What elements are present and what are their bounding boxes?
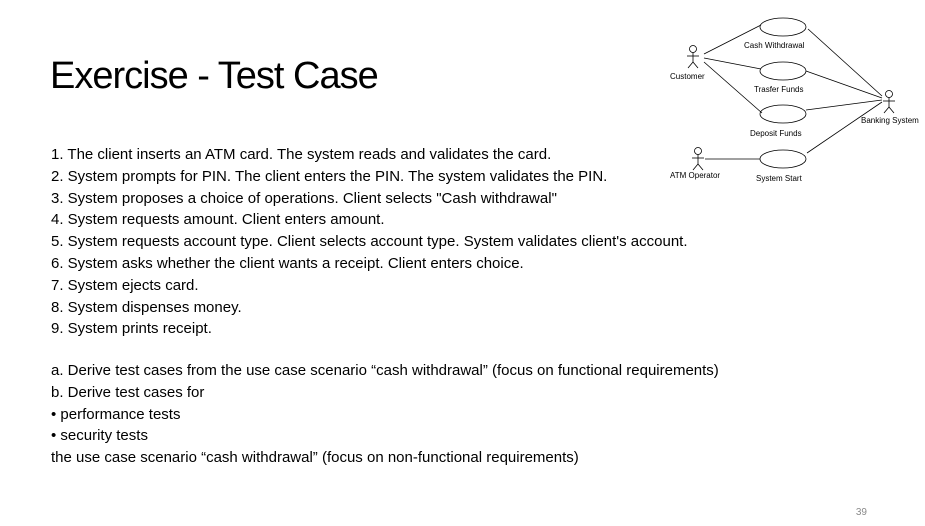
use-case-system-start-ellipse — [760, 150, 806, 168]
use-case-transfer-funds-label: Trasfer Funds — [754, 85, 804, 94]
scenario-step: 1. The client inserts an ATM card. The system reads and validates the card. — [51, 146, 552, 163]
scenario-step: 8. System dispenses money. — [51, 298, 242, 316]
use-case-system-start-label: System Start — [756, 174, 802, 183]
scenario-step: 6. System asks whether the client wants a receipt. Client enters choice. — [51, 254, 524, 272]
page-number: 39 — [855, 507, 867, 518]
assoc-customer-transfer-funds — [704, 58, 761, 69]
actor-atm-operator-label: ATM Operator — [670, 171, 721, 180]
scenario-step: 7. System ejects card. — [51, 276, 199, 294]
use-case-transfer-funds-ellipse — [760, 62, 806, 80]
scenario-step: 5. System requests account type. Client selects account type. System validates client's account. — [51, 233, 688, 251]
scenario-step: 4. System requests amount. Client enters amount. — [51, 211, 385, 229]
exercise-tasks — [51, 360, 719, 469]
task-bullet: • security tests — [51, 427, 148, 445]
task-line: a. Derive test cases from the use case scenario “cash withdrawal” (focus on functional requirements) — [51, 362, 719, 379]
assoc-deposit-funds-bank — [806, 100, 882, 110]
actor-banking-system-label: Banking System — [861, 116, 919, 125]
scenario-step: 3. System proposes a choice of operations. Client selects "Cash withdrawal" — [51, 189, 557, 207]
assoc-transfer-funds-bank — [806, 71, 882, 98]
task-line: the use case scenario “cash withdrawal” (focus on non-functional requirements) — [51, 449, 579, 467]
scenario-step: 2. System prompts for PIN. The client enters the PIN. The system validates the PIN. — [51, 167, 608, 185]
actor-atm-operator-figure — [692, 148, 704, 171]
use-case-deposit-funds-label: Deposit Funds — [750, 129, 802, 138]
actor-customer-figure — [687, 46, 699, 69]
assoc-cash-withdrawal-bank — [808, 29, 882, 96]
task-line: b. Derive test cases for — [51, 383, 205, 401]
scenario-steps-list — [51, 144, 688, 340]
use-case-cash-withdrawal-ellipse — [760, 18, 806, 36]
slide-title: Exercise - Test Case — [50, 55, 378, 97]
actor-customer-label: Customer — [670, 72, 705, 81]
actor-banking-system-figure — [883, 91, 895, 114]
use-case-cash-withdrawal-label: Cash Withdrawal — [744, 41, 805, 50]
use-case-diagram — [660, 10, 925, 190]
use-case-deposit-funds-ellipse — [760, 105, 806, 123]
assoc-system-start-bank — [807, 102, 882, 153]
scenario-step: 9. System prints receipt. — [51, 320, 212, 338]
task-bullet: • performance tests — [51, 405, 181, 423]
